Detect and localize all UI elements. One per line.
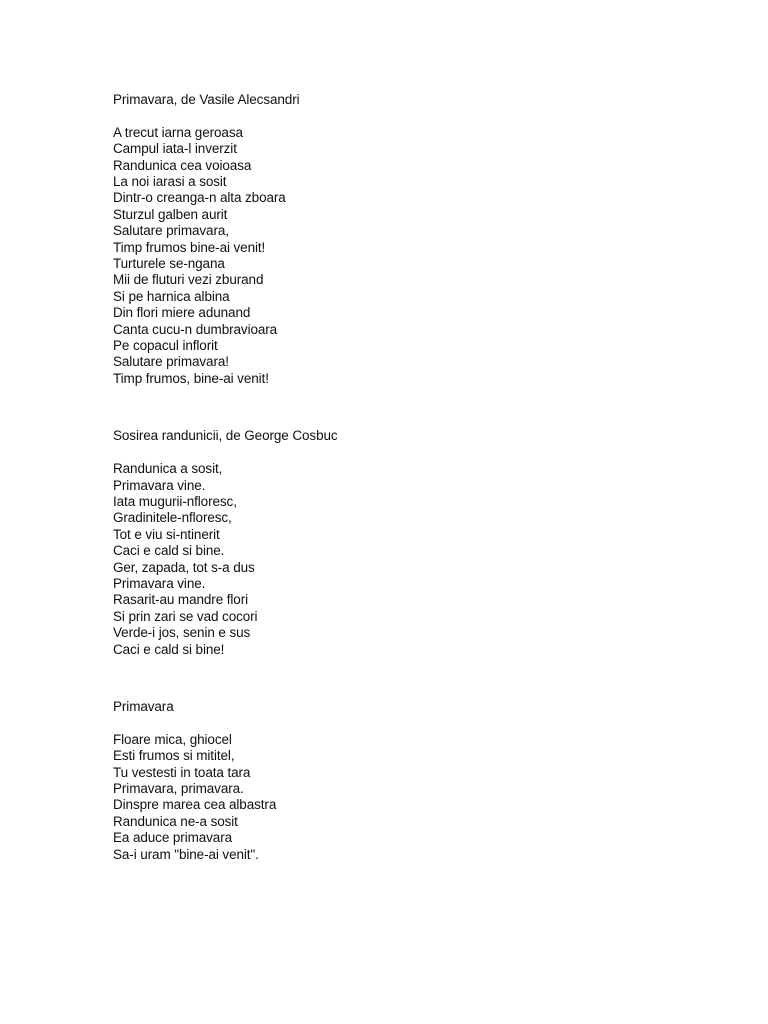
verse-line: Si pe harnica albina xyxy=(113,288,230,304)
verse-line: Randunica cea voioasa xyxy=(113,157,252,173)
poem-verses xyxy=(113,125,733,388)
verse-line: Ger, zapada, tot s-a dus xyxy=(113,559,255,575)
verse-line: Salutare primavara, xyxy=(113,223,229,239)
verse-line: Mii de fluturi vezi zburand xyxy=(113,272,264,288)
verse-line: Turturele se-ngana xyxy=(113,256,225,272)
verse-line: Randunica a sosit, xyxy=(113,461,223,477)
verse-line: Tot e viu si-ntinerit xyxy=(113,526,220,542)
verse-line: Tu vestesti in toata tara xyxy=(113,764,251,780)
verse-line: Esti frumos si mititel, xyxy=(113,748,235,764)
poem-separator xyxy=(113,658,733,699)
verse-line: Caci e cald si bine. xyxy=(113,543,225,559)
verse-line: Pe copacul inflorit xyxy=(113,338,218,354)
verse-line: Salutare primavara! xyxy=(113,354,229,370)
poem-section xyxy=(113,92,733,387)
verse-line: Campul iata-l inverzit xyxy=(113,141,237,157)
verse-line: Primavara vine. xyxy=(113,477,206,493)
verse-line: Sa-i uram "bine-ai venit". xyxy=(113,846,259,862)
poem-section xyxy=(113,699,733,863)
poem-verses xyxy=(113,461,733,658)
verse-line: Gradinitele-nfloresc, xyxy=(113,510,232,526)
verse-line: Din flori miere adunand xyxy=(113,305,251,321)
verse-line: Caci e cald si bine! xyxy=(113,641,225,657)
verse-line: La noi iarasi a sosit xyxy=(113,174,227,190)
poem-separator xyxy=(113,387,733,428)
poem-verses xyxy=(113,732,733,863)
verse-line: Dinspre marea cea albastra xyxy=(113,797,277,813)
poem-title: Primavara xyxy=(113,698,174,714)
verse-line: Timp frumos, bine-ai venit! xyxy=(113,370,269,386)
verse-line: Ea aduce primavara xyxy=(113,830,233,846)
poem-title: Sosirea randunicii, de George Cosbuc xyxy=(113,428,338,444)
verse-line: Floare mica, ghiocel xyxy=(113,731,232,747)
verse-line: Primavara vine. xyxy=(113,575,206,591)
verse-line: A trecut iarna geroasa xyxy=(113,124,243,140)
document-page xyxy=(113,92,733,863)
poem-title: Primavara, de Vasile Alecsandri xyxy=(113,92,300,107)
verse-line: Dintr-o creanga-n alta zboara xyxy=(113,190,286,206)
verse-line: Si prin zari se vad cocori xyxy=(113,608,258,624)
verse-line: Iata mugurii-nfloresc, xyxy=(113,493,237,509)
verse-line: Randunica ne-a sosit xyxy=(113,813,238,829)
verse-line: Sturzul galben aurit xyxy=(113,206,228,222)
verse-line: Verde-i jos, senin e sus xyxy=(113,625,251,641)
verse-line: Primavara, primavara. xyxy=(113,780,244,796)
verse-line: Rasarit-au mandre flori xyxy=(113,592,249,608)
verse-line: Canta cucu-n dumbravioara xyxy=(113,321,278,337)
poem-section xyxy=(113,428,733,658)
verse-line: Timp frumos bine-ai venit! xyxy=(113,239,266,255)
